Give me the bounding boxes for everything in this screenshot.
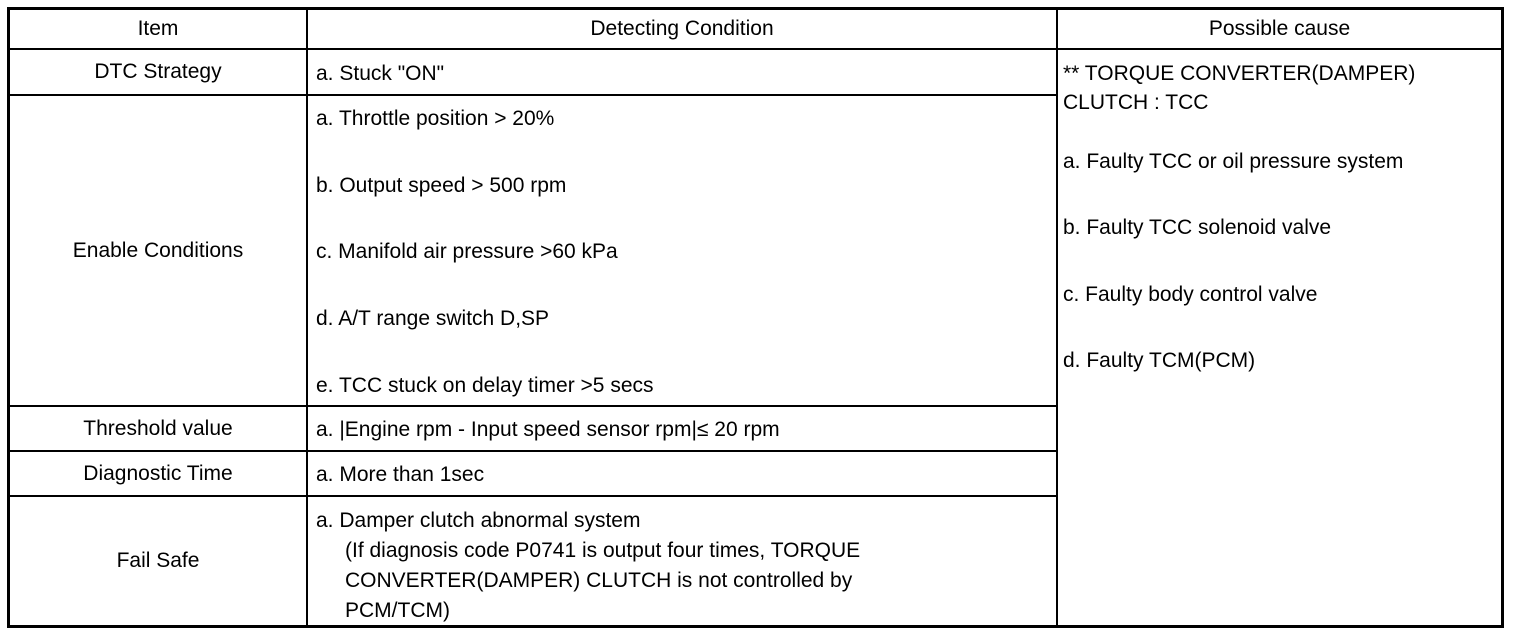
- item-enable-conditions: Enable Conditions: [72, 238, 244, 262]
- fail-safe-line-2: (If diagnosis code P0741 is output four times, TORQUE: [345, 539, 861, 562]
- enable-condition-c: c. Manifold air pressure >60 kPa: [316, 240, 618, 263]
- enable-condition-b: b. Output speed > 500 rpm: [316, 174, 567, 197]
- item-threshold-value: Threshold value: [83, 416, 233, 440]
- enable-condition-a: a. Throttle position > 20%: [316, 107, 555, 130]
- condition-dtc-strategy: a. Stuck "ON": [316, 62, 445, 85]
- cause-d: d. Faulty TCM(PCM): [1063, 349, 1256, 372]
- item-diagnostic-time: Diagnostic Time: [83, 461, 233, 485]
- column-divider-2: [1056, 10, 1058, 625]
- fail-safe-line-3: CONVERTER(DAMPER) CLUTCH is not controlled by: [345, 569, 853, 592]
- item-dtc-strategy: DTC Strategy: [94, 60, 222, 83]
- cause-c: c. Faulty body control valve: [1063, 283, 1318, 306]
- cause-a: a. Faulty TCC or oil pressure system: [1063, 150, 1404, 173]
- header-detecting-condition: Detecting Condition: [590, 17, 774, 40]
- cause-title-line-1: ** TORQUE CONVERTER(DAMPER): [1063, 62, 1416, 85]
- cause-b: b. Faulty TCC solenoid valve: [1063, 216, 1332, 239]
- column-divider-1: [306, 10, 308, 625]
- enable-condition-d: d. A/T range switch D,SP: [316, 307, 550, 330]
- cause-title-line-2: CLUTCH : TCC: [1063, 91, 1209, 114]
- condition-diagnostic-time: a. More than 1sec: [316, 463, 485, 486]
- header-item: Item: [137, 17, 179, 40]
- fail-safe-line-1: a. Damper clutch abnormal system: [316, 509, 641, 532]
- enable-condition-e: e. TCC stuck on delay timer >5 secs: [316, 374, 654, 397]
- diagnostic-table: [7, 7, 1504, 628]
- item-fail-safe: Fail Safe: [116, 549, 200, 572]
- fail-safe-line-4: PCM/TCM): [345, 599, 450, 622]
- condition-threshold-value: a. |Engine rpm - Input speed sensor rpm|≤ 20 rpm: [316, 418, 780, 441]
- header-possible-cause: Possible cause: [1208, 17, 1351, 40]
